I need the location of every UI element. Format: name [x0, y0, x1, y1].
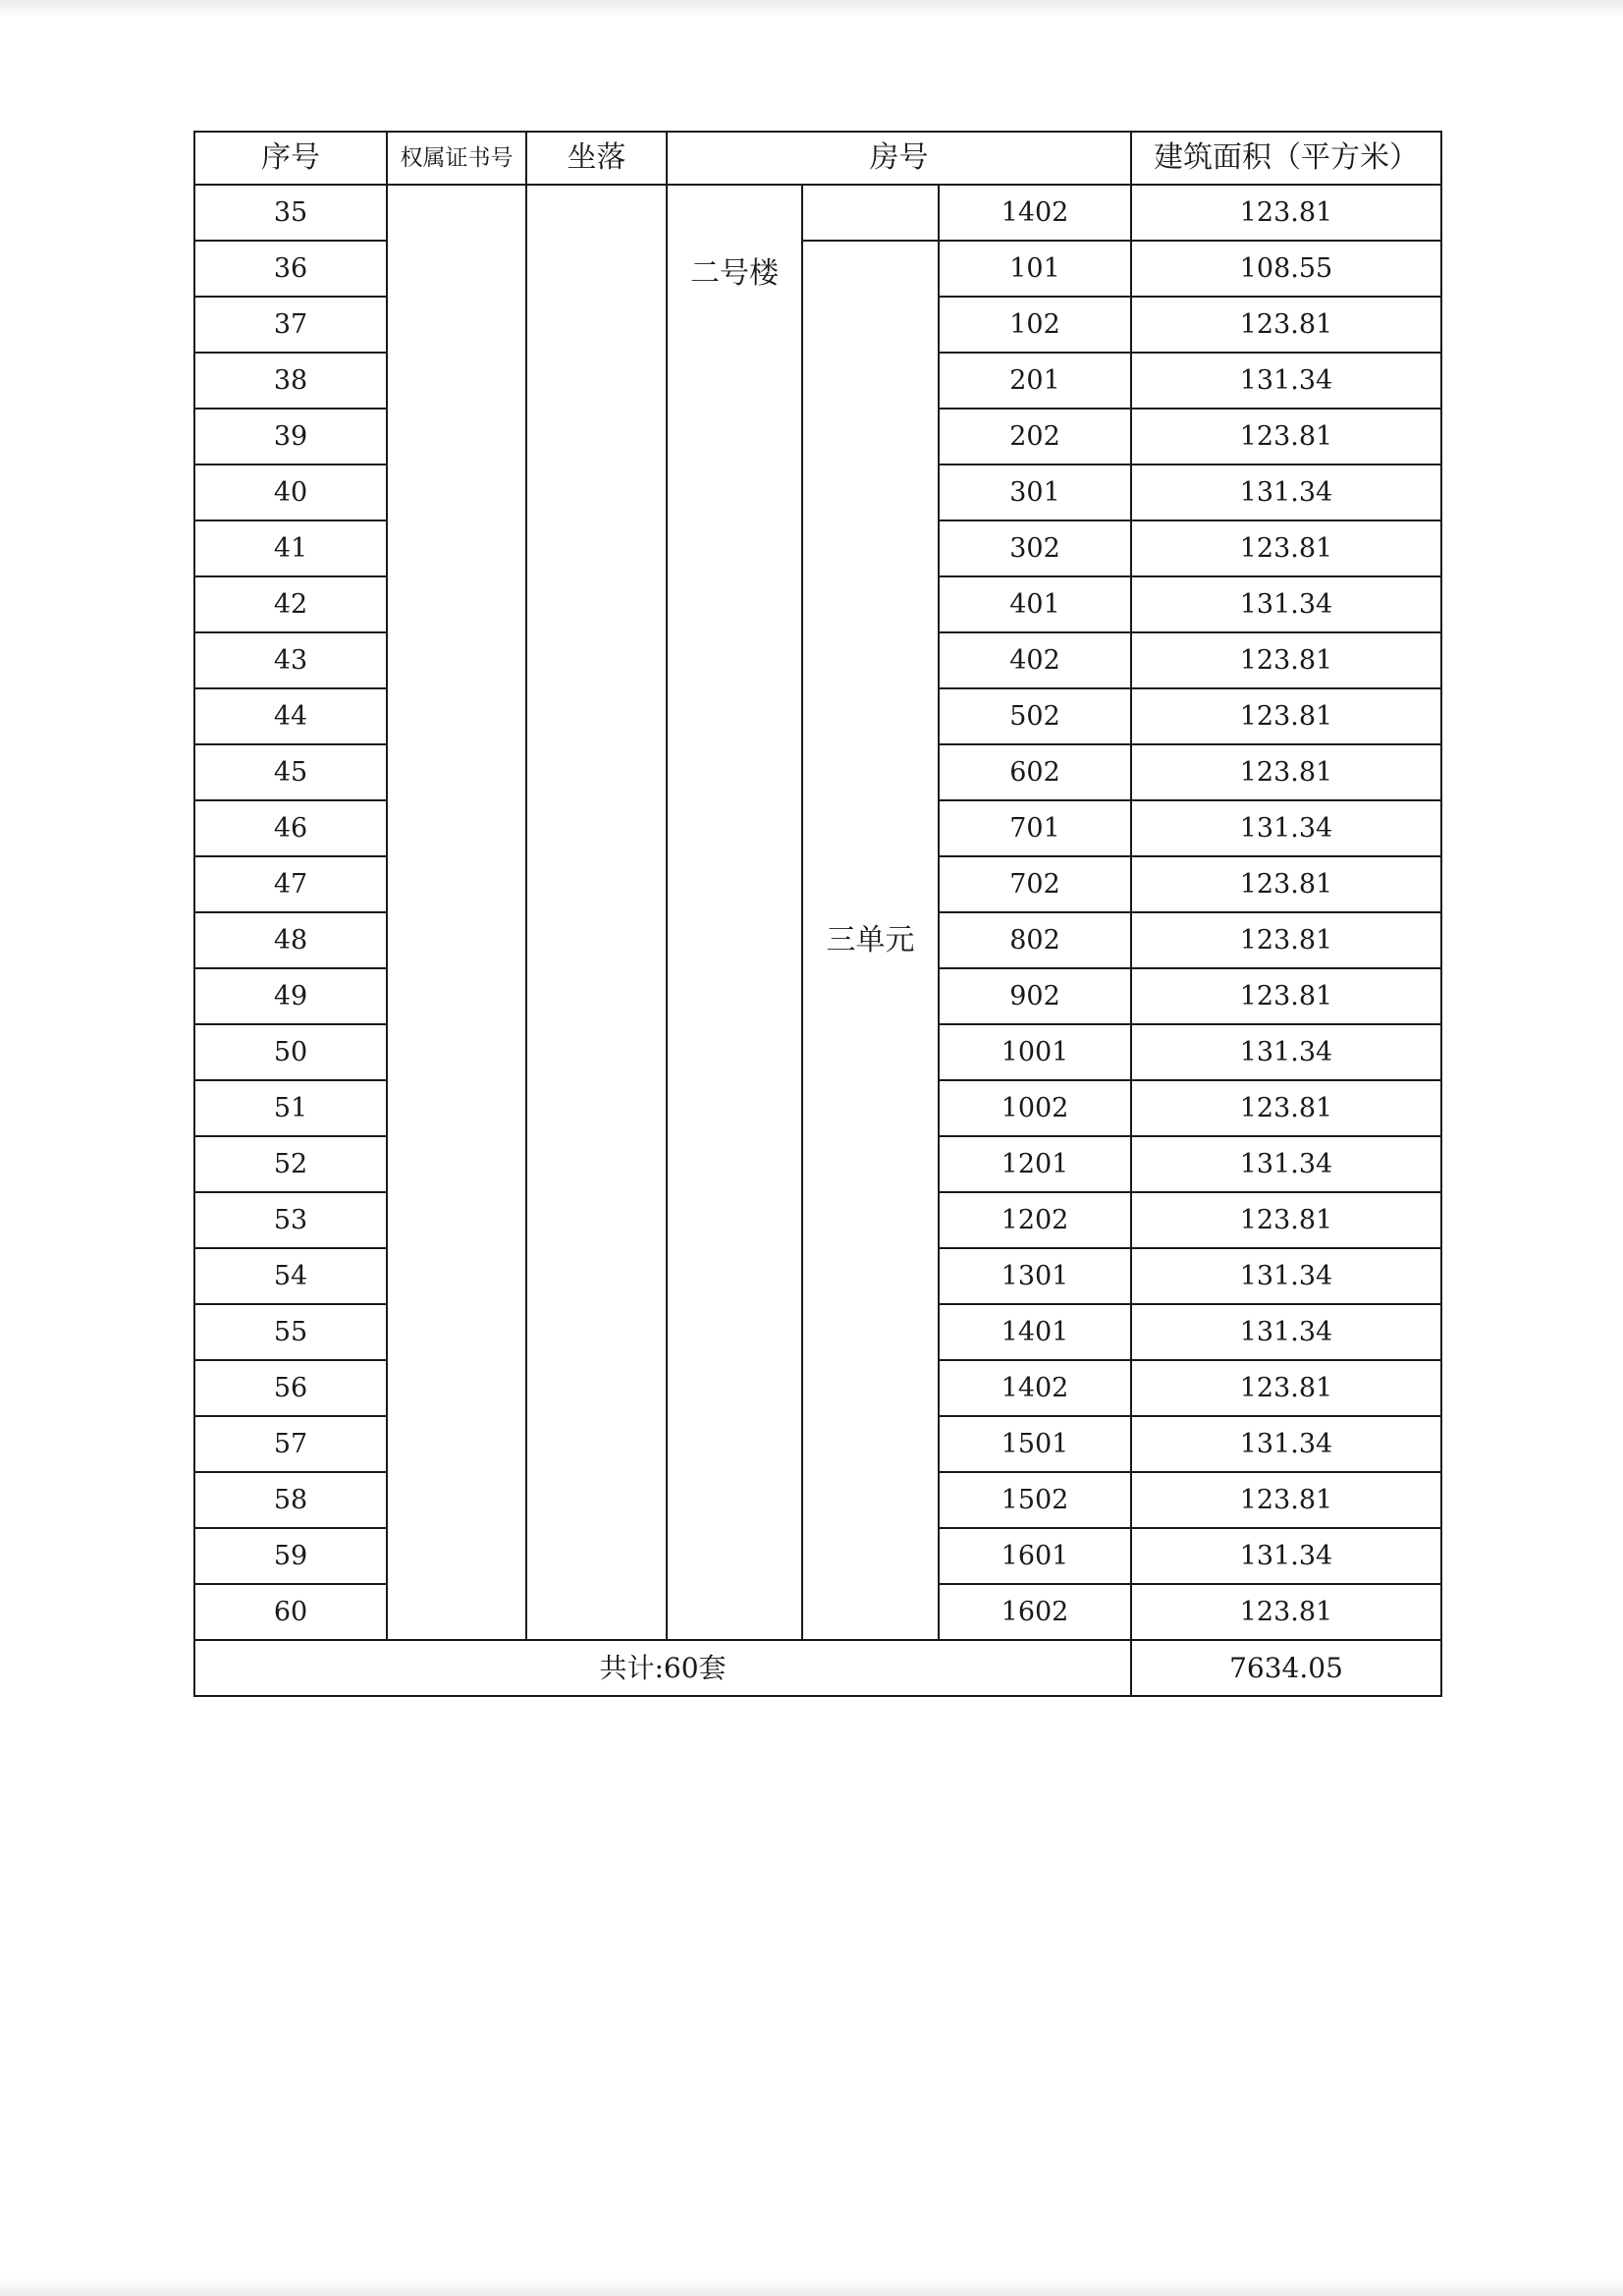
seq-cell: 59 — [194, 1528, 387, 1584]
area-cell: 131.34 — [1131, 800, 1441, 856]
building-label: 二号楼 — [690, 256, 779, 291]
seq-cell: 51 — [194, 1080, 387, 1136]
total-label: 共计:60套 — [194, 1640, 1131, 1696]
area-cell: 123.81 — [1131, 409, 1441, 465]
seq-cell: 47 — [194, 856, 387, 912]
area-cell: 123.81 — [1131, 968, 1441, 1024]
seq-cell: 38 — [194, 353, 387, 409]
area-cell: 131.34 — [1131, 353, 1441, 409]
room-cell: 502 — [939, 688, 1131, 744]
total-area: 7634.05 — [1131, 1640, 1441, 1696]
seq-cell: 40 — [194, 465, 387, 520]
room-cell: 1201 — [939, 1136, 1131, 1192]
table-row — [194, 185, 1441, 241]
seq-cell: 60 — [194, 1584, 387, 1640]
header-area: 建筑面积（平方米） — [1131, 132, 1441, 185]
area-cell: 108.55 — [1131, 241, 1441, 297]
room-cell: 402 — [939, 632, 1131, 688]
area-cell: 123.81 — [1131, 1360, 1441, 1416]
unit-cell: 三单元 — [802, 241, 939, 1640]
room-cell: 702 — [939, 856, 1131, 912]
area-cell: 131.34 — [1131, 1304, 1441, 1360]
area-cell: 123.81 — [1131, 297, 1441, 353]
room-cell: 1401 — [939, 1304, 1131, 1360]
area-cell: 131.34 — [1131, 1136, 1441, 1192]
area-cell: 123.81 — [1131, 1192, 1441, 1248]
room-cell: 1202 — [939, 1192, 1131, 1248]
room-cell: 1402 — [939, 185, 1131, 241]
table-row — [194, 241, 1441, 297]
room-cell: 1501 — [939, 1416, 1131, 1472]
area-cell: 123.81 — [1131, 185, 1441, 241]
scan-edge-bottom — [0, 2278, 1623, 2296]
table-body — [194, 132, 1441, 1696]
seq-cell: 49 — [194, 968, 387, 1024]
seq-cell: 55 — [194, 1304, 387, 1360]
area-cell: 131.34 — [1131, 1416, 1441, 1472]
seq-cell: 41 — [194, 520, 387, 576]
room-cell: 1001 — [939, 1024, 1131, 1080]
room-cell: 401 — [939, 576, 1131, 632]
unit-cell-empty — [802, 185, 939, 241]
seq-cell: 44 — [194, 688, 387, 744]
area-cell: 131.34 — [1131, 576, 1441, 632]
room-cell: 301 — [939, 465, 1131, 520]
header-cert: 权属证书号 — [387, 132, 526, 185]
seq-cell: 39 — [194, 409, 387, 465]
room-cell: 701 — [939, 800, 1131, 856]
header-seq: 序号 — [194, 132, 387, 185]
room-cell: 302 — [939, 520, 1131, 576]
seq-cell: 48 — [194, 912, 387, 968]
area-cell: 123.81 — [1131, 688, 1441, 744]
room-cell: 202 — [939, 409, 1131, 465]
seq-cell: 57 — [194, 1416, 387, 1472]
room-cell: 1301 — [939, 1248, 1131, 1304]
seq-cell: 42 — [194, 576, 387, 632]
seq-cell: 58 — [194, 1472, 387, 1528]
area-cell: 131.34 — [1131, 1528, 1441, 1584]
seq-cell: 37 — [194, 297, 387, 353]
area-cell: 123.81 — [1131, 632, 1441, 688]
area-cell: 123.81 — [1131, 912, 1441, 968]
area-cell: 123.81 — [1131, 744, 1441, 800]
room-cell: 602 — [939, 744, 1131, 800]
area-cell: 123.81 — [1131, 856, 1441, 912]
area-cell: 131.34 — [1131, 1024, 1441, 1080]
seq-cell: 50 — [194, 1024, 387, 1080]
room-cell: 1601 — [939, 1528, 1131, 1584]
area-cell: 123.81 — [1131, 1472, 1441, 1528]
room-cell: 102 — [939, 297, 1131, 353]
room-cell: 1602 — [939, 1584, 1131, 1640]
cert-cell-merged — [387, 185, 526, 1640]
header-room: 房号 — [667, 132, 1131, 185]
room-cell: 902 — [939, 968, 1131, 1024]
housing-table — [193, 131, 1442, 1697]
seq-cell: 53 — [194, 1192, 387, 1248]
room-cell: 1502 — [939, 1472, 1131, 1528]
area-cell: 123.81 — [1131, 1080, 1441, 1136]
area-cell: 123.81 — [1131, 1584, 1441, 1640]
room-cell: 201 — [939, 353, 1131, 409]
room-cell: 1402 — [939, 1360, 1131, 1416]
seq-cell: 43 — [194, 632, 387, 688]
area-cell: 131.34 — [1131, 465, 1441, 520]
area-cell: 131.34 — [1131, 1248, 1441, 1304]
seq-cell: 52 — [194, 1136, 387, 1192]
header-row — [194, 132, 1441, 185]
scan-edge-top — [0, 0, 1623, 18]
building-cell — [667, 185, 802, 1640]
area-cell: 123.81 — [1131, 520, 1441, 576]
seq-cell: 54 — [194, 1248, 387, 1304]
room-cell: 1002 — [939, 1080, 1131, 1136]
total-row — [194, 1640, 1441, 1696]
room-cell: 101 — [939, 241, 1131, 297]
seq-cell: 46 — [194, 800, 387, 856]
location-cell-merged — [526, 185, 667, 1640]
seq-cell: 36 — [194, 241, 387, 297]
seq-cell: 45 — [194, 744, 387, 800]
room-cell: 802 — [939, 912, 1131, 968]
seq-cell: 56 — [194, 1360, 387, 1416]
header-location: 坐落 — [526, 132, 667, 185]
seq-cell: 35 — [194, 185, 387, 241]
